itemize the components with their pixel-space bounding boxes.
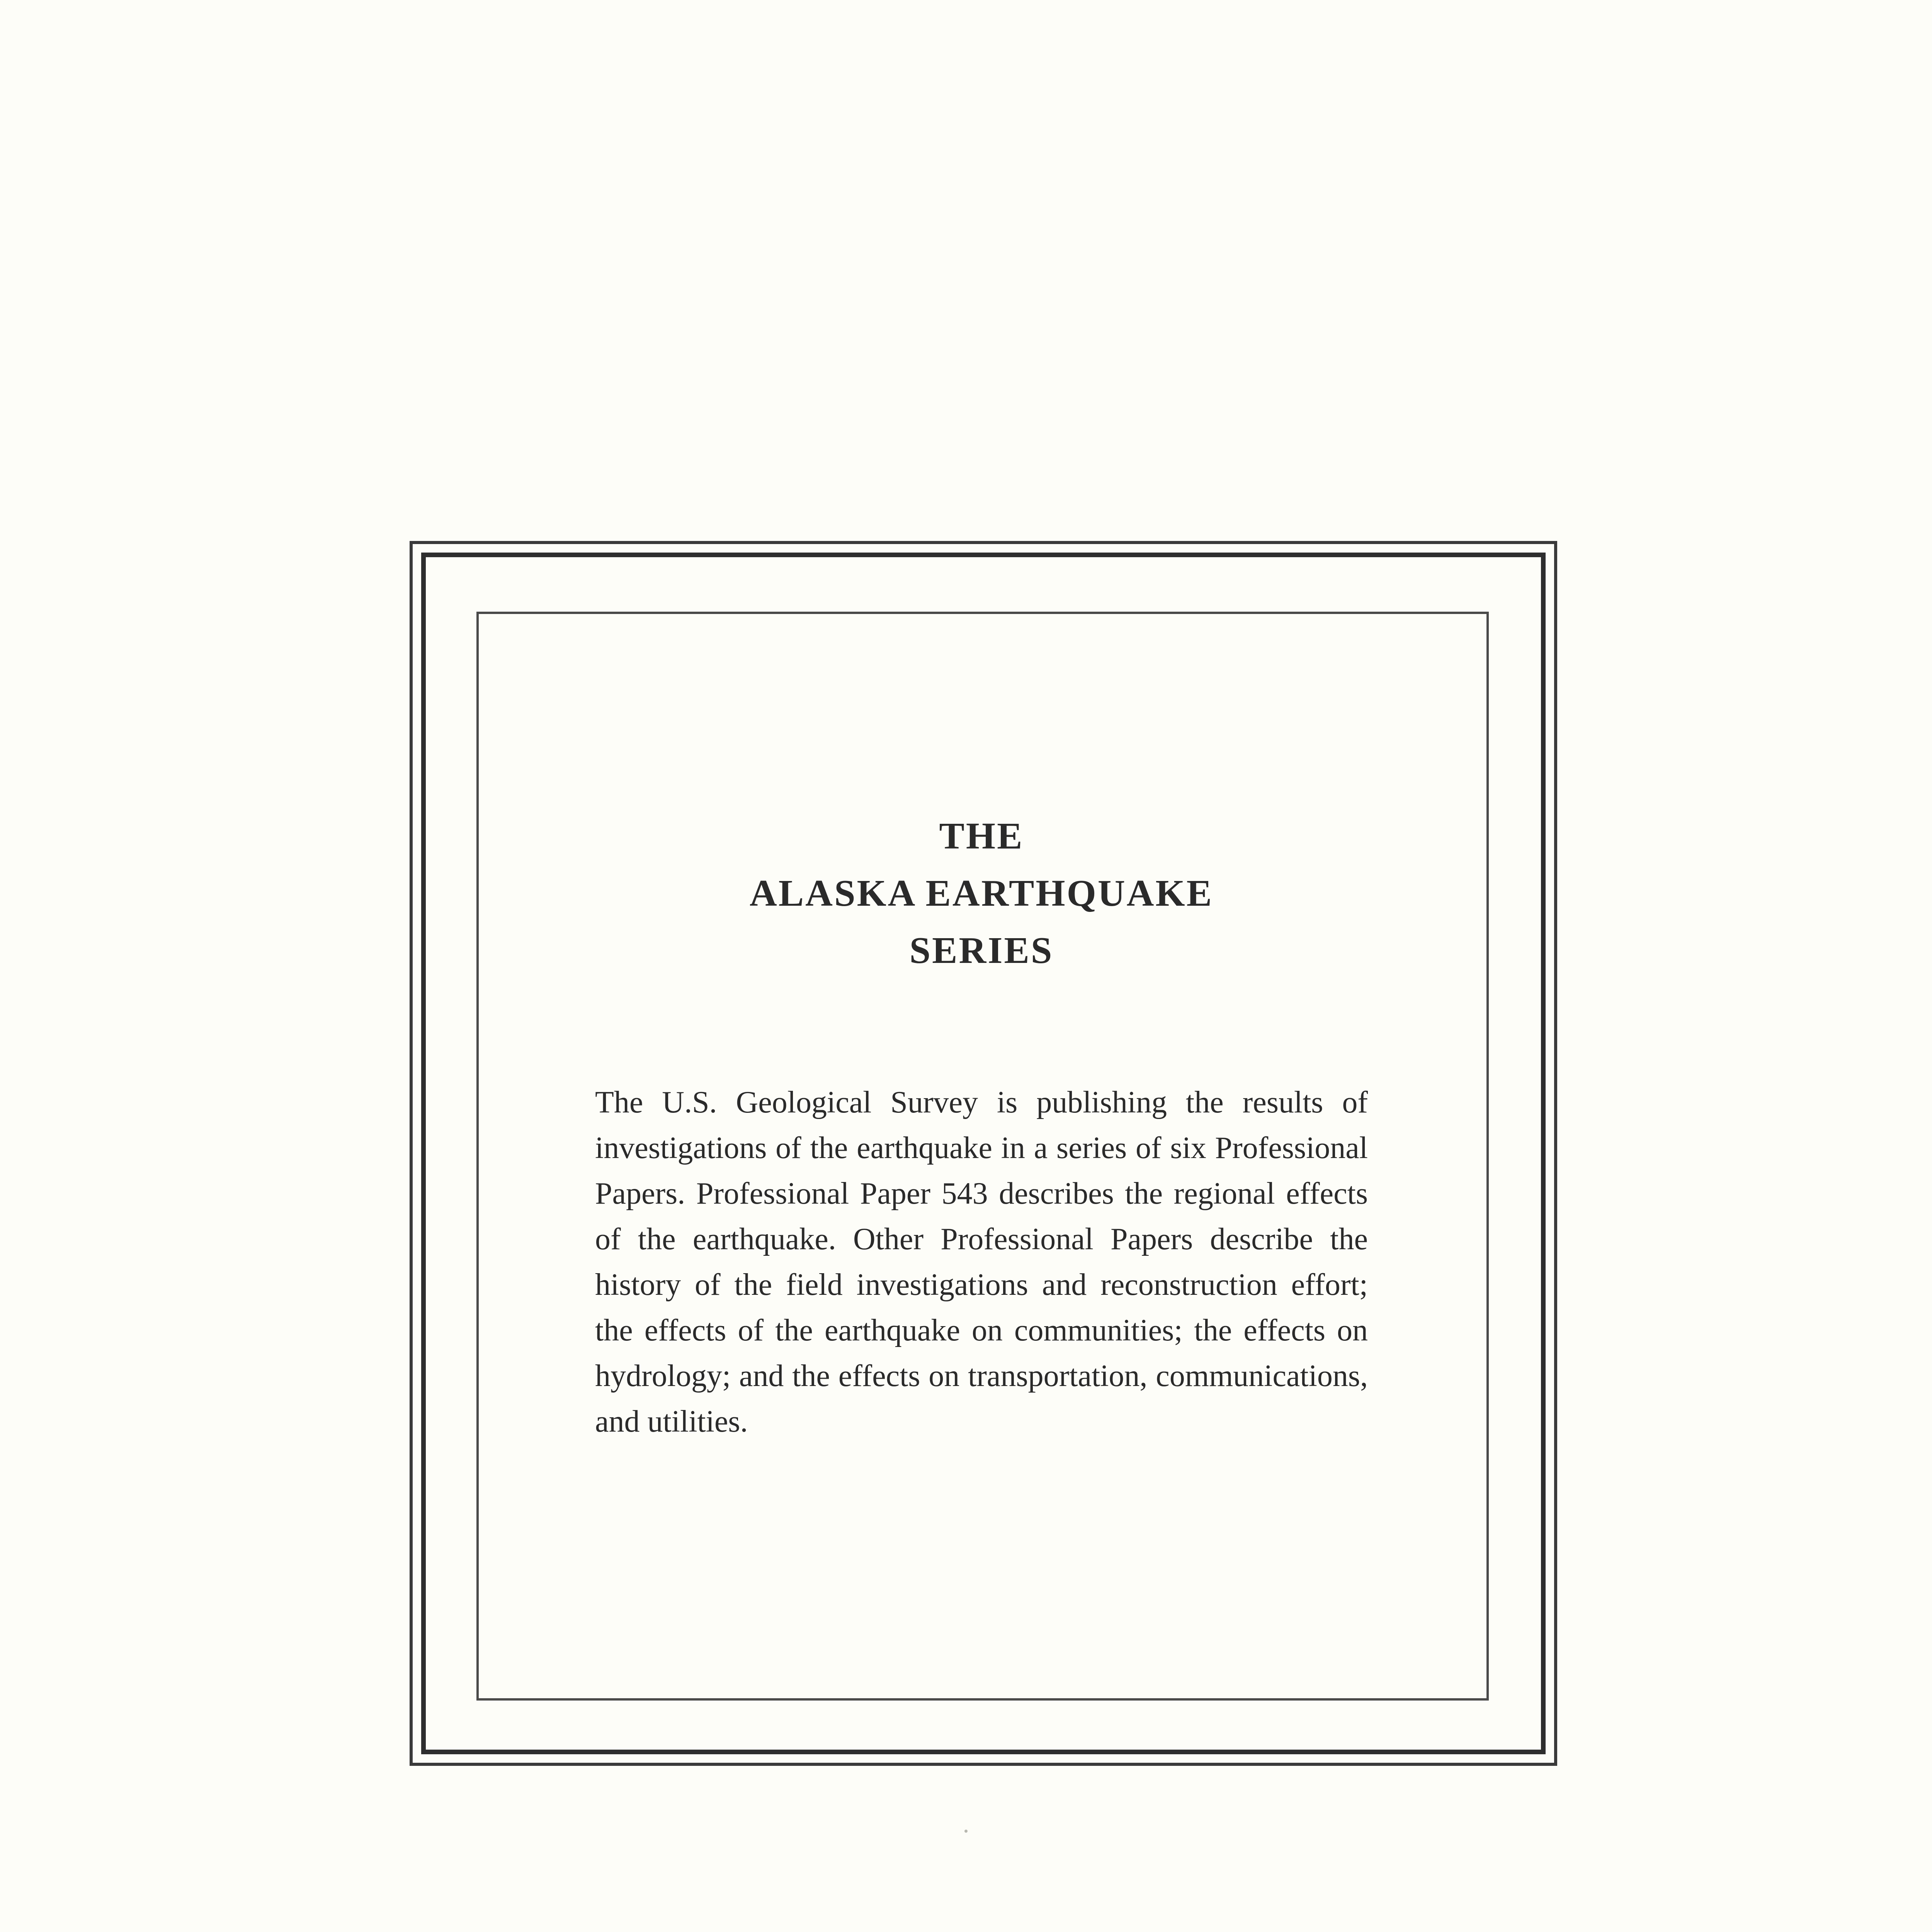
series-title	[595, 808, 1368, 979]
title-line-3: SERIES	[909, 930, 1054, 971]
series-description: The U.S. Geological Survey is publishing the results of investigations of the earthquake in a series of six Professional Papers. Professional Paper 543 describes the regional effects of the earthquake. Other Professional Papers describe the history of the field investigations and reconstruction effort; the effects of the earthquake on communities; the effects on hydrology; and the effects on transportation, communications, and utilities.	[595, 1085, 1368, 1439]
title-line-2: ALASKA EARTHQUAKE	[750, 872, 1213, 914]
series-notice	[595, 808, 1368, 1475]
paper-speck	[964, 1830, 968, 1833]
title-line-1: THE	[939, 815, 1024, 857]
